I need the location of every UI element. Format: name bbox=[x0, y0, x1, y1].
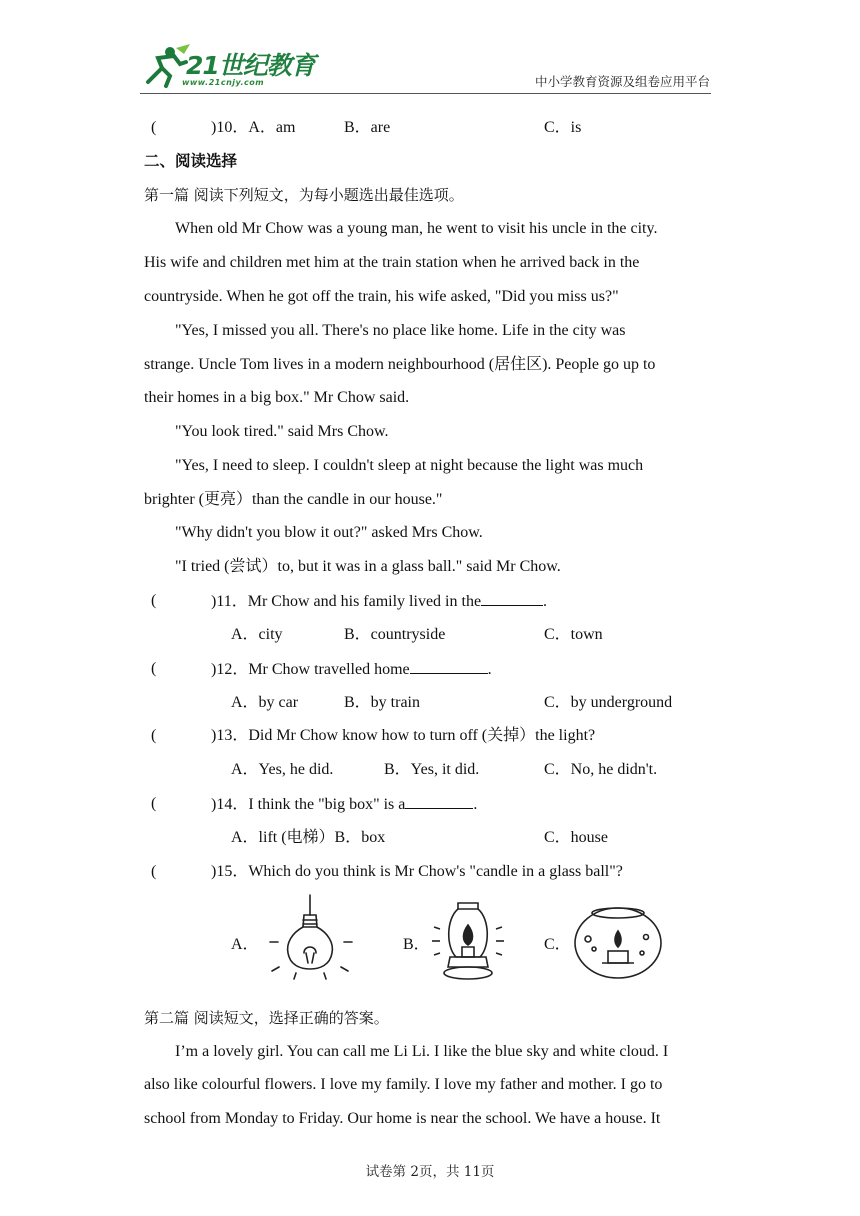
passage-2-line: also like colourful flowers. I love my family. I love my father and mother. I go to bbox=[144, 1076, 663, 1093]
answer-paren: ( bbox=[151, 119, 157, 136]
passage-1-line: brighter (更亮）than the candle in our house." bbox=[144, 491, 443, 508]
question-15-stem: )15．Which do you think is Mr Chow's "candle in a glass ball"? bbox=[211, 863, 623, 880]
question-15-option-b: B． bbox=[403, 936, 430, 953]
question-12-option-b: B．by train bbox=[344, 694, 420, 711]
question-15-option-c: C． bbox=[544, 936, 571, 953]
question-13-option-a: A．Yes, he did. bbox=[231, 761, 334, 778]
question-14-stem: )14．I think the "big box" is a . bbox=[211, 796, 478, 813]
question-10-option-b: B．are bbox=[344, 119, 391, 136]
passage-2-heading: 第二篇 阅读短文，选择正确的答案。 bbox=[144, 1009, 389, 1027]
question-11-option-b: B．countryside bbox=[344, 626, 446, 643]
light-bulb-icon bbox=[262, 893, 358, 985]
passage-1-line: strange. Uncle Tom lives in a modern neighbourhood (居住区). People go up to bbox=[144, 356, 656, 373]
passage-1-line: When old Mr Chow was a young man, he went to visit his uncle in the city. bbox=[175, 220, 658, 237]
question-14-option-a-b: A．lift (电梯）B．box bbox=[231, 829, 386, 846]
answer-paren: ( bbox=[151, 727, 157, 744]
question-12-stem: )12．Mr Chow travelled home . bbox=[211, 661, 492, 678]
answer-paren: ( bbox=[151, 592, 157, 609]
question-13-option-c: C．No, he didn't. bbox=[544, 761, 658, 778]
question-11-option-c: C．town bbox=[544, 626, 603, 643]
page-header bbox=[0, 0, 860, 100]
passage-1-line: His wife and children met him at the train station when he arrived back in the bbox=[144, 254, 640, 271]
logo-url: www.21cnjy.com bbox=[182, 78, 265, 87]
logo-text: 21世纪教育 bbox=[186, 51, 315, 80]
header-divider bbox=[140, 93, 711, 94]
question-10-stem: )10．A．am bbox=[211, 119, 296, 136]
passage-1-line: "You look tired." said Mrs Chow. bbox=[175, 423, 389, 440]
question-14-option-c: C．house bbox=[544, 829, 609, 846]
passage-2-line: I’m a lovely girl. You can call me Li Li. I like the blue sky and white cloud. I bbox=[175, 1043, 669, 1060]
passage-1-line: their homes in a big box." Mr Chow said. bbox=[144, 389, 410, 406]
passage-2-line: school from Monday to Friday. Our home is near the school. We have a house. It bbox=[144, 1110, 661, 1127]
answer-paren: ( bbox=[151, 795, 157, 812]
question-12-option-c: C．by underground bbox=[544, 694, 673, 711]
question-15-option-a: A． bbox=[231, 936, 259, 953]
question-12-option-a: A．by car bbox=[231, 694, 299, 711]
passage-1-line: "Why didn't you blow it out?" asked Mrs Chow. bbox=[175, 524, 483, 541]
platform-label: 中小学教育资源及组卷应用平台 bbox=[534, 74, 710, 89]
question-10-option-c: C．is bbox=[544, 119, 582, 136]
passage-1-line: "Yes, I missed you all. There's no place like home. Life in the city was bbox=[175, 322, 626, 339]
section-heading: 二、阅读选择 bbox=[144, 151, 238, 170]
passage-1-heading: 第一篇 阅读下列短文，为每小题选出最佳选项。 bbox=[144, 186, 464, 204]
question-11-option-a: A．city bbox=[231, 626, 283, 643]
question-13-option-b: B．Yes, it did. bbox=[384, 761, 480, 778]
passage-1-line: "Yes, I need to sleep. I couldn't sleep at night because the light was much bbox=[175, 457, 644, 474]
answer-paren: ( bbox=[151, 863, 157, 880]
passage-1-line: "I tried (尝试）to, but it was in a glass ball." said Mr Chow. bbox=[175, 558, 561, 575]
passage-1-line: countryside. When he got off the train, his wife asked, "Did you miss us?" bbox=[144, 288, 619, 305]
answer-paren: ( bbox=[151, 660, 157, 677]
oil-lamp-icon bbox=[428, 895, 508, 987]
question-13-stem: )13．Did Mr Chow know how to turn off (关掉）the light? bbox=[211, 727, 596, 744]
question-11-stem: )11．Mr Chow and his family lived in the . bbox=[211, 593, 548, 610]
page-footer: 试卷第 2页，共 11页 bbox=[365, 1164, 495, 1180]
candle-in-glass-ball-icon bbox=[572, 903, 664, 981]
